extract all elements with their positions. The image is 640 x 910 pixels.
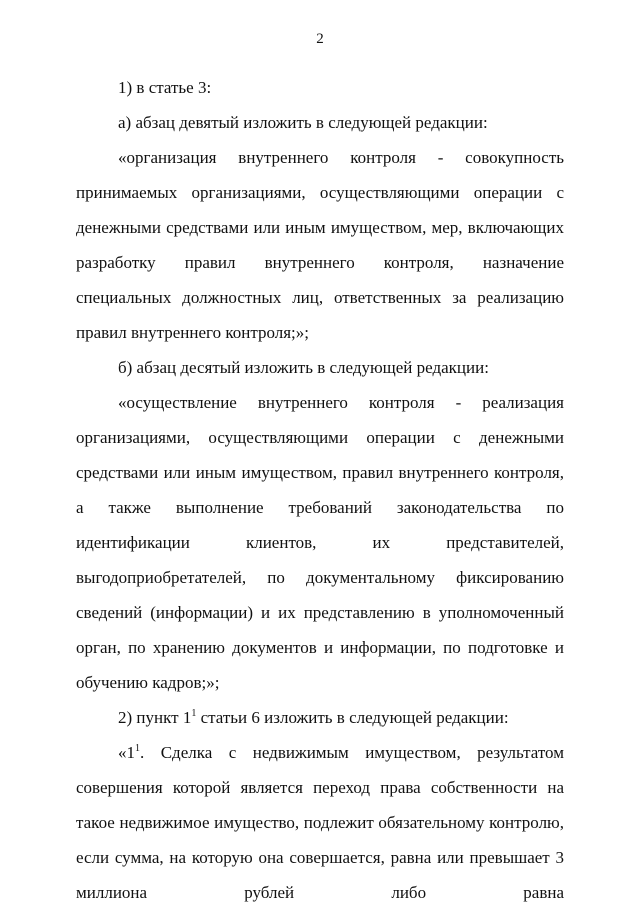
clause-superscript: 1 — [135, 743, 140, 754]
paragraph-article-3: 1) в статье 3: — [118, 78, 212, 97]
paragraph-subitem-b: б) абзац десятый изложить в следующей редакции: — [118, 358, 489, 377]
document-body — [76, 70, 564, 910]
paragraph-real-estate-transaction — [76, 735, 564, 910]
clause-text-before: «1 — [118, 743, 135, 762]
paragraph-subitem-a: а) абзац девятый изложить в следующей редакции: — [118, 113, 488, 132]
paragraph-internal-control-implementation: «осуществление внутреннего контроля - реализация организациями, осуществляющими операции с денежными средствами или иным имуществом, правил внутреннего контроля, а также выполнение требований законодательства по идентификации клиентов, их представителей, выгодоприобретателей, по документальному фиксированию сведений (информации) и их представлению в уполномоченный орган, по хранению документов и информации, по подготовке и обучению кадров;»; — [76, 393, 564, 692]
page-number: 2 — [316, 31, 324, 47]
point-superscript: 1 — [191, 708, 197, 719]
paragraph-article-6-point — [76, 700, 564, 735]
paragraph-internal-control-definition: «организация внутреннего контроля - совокупность принимаемых организациями, осуществляющими операции с денежными средствами или иным имуществом, мер, включающих разработку правил внутреннего контроля, назначение специальных должностных лиц, ответственных за реализацию правил внутреннего контроля;»; — [76, 148, 564, 342]
clause-text-after: . Сделка с недвижимым имуществом, результатом совершения которой является переход права собственности на такое недвижимое имущество, подлежит обязательному контролю, если сумма, на которую она совершается, равна или превышает 3 миллиона рублей либо равна — [76, 743, 564, 902]
point-text-after: статьи 6 изложить в следующей редакции: — [196, 708, 509, 727]
point-text-before: 2) пункт 1 — [118, 708, 192, 727]
